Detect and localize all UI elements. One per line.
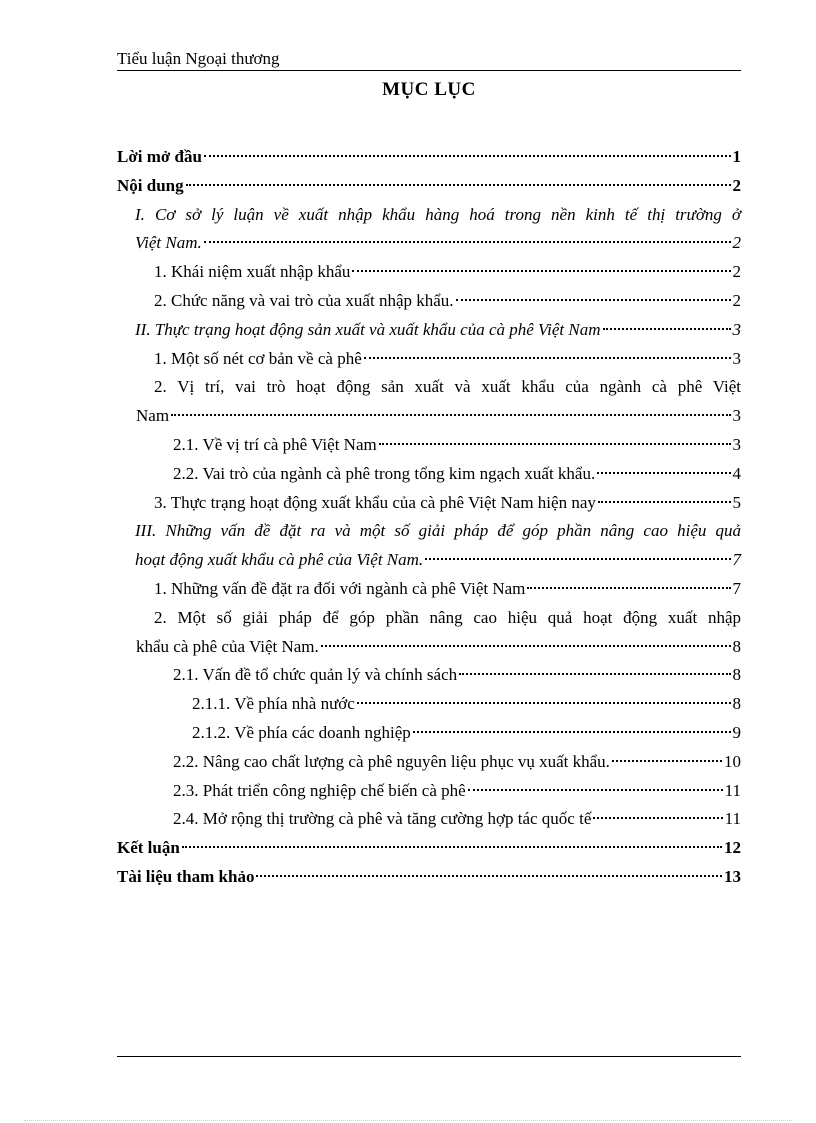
header-rule	[117, 70, 741, 71]
dot-leader	[413, 731, 731, 733]
toc-entry-2-2-nang-cao[interactable]	[117, 748, 741, 777]
page-title: MỤC LỤC	[382, 79, 476, 100]
toc-entry-title: 2.1.1. Về phía nhà nước	[192, 694, 355, 714]
toc-entry-title: Nội dung	[117, 175, 184, 195]
toc-entry-1-khai-niem[interactable]	[117, 258, 741, 287]
toc-entry-title: III. Những vấn đề đặt ra và một số giải pháp để góp phần nâng cao hiệu quả	[135, 521, 741, 541]
dot-leader	[603, 328, 731, 330]
dot-leader	[364, 357, 731, 359]
page-bottom-border	[24, 1120, 792, 1121]
toc-page-number: 1	[732, 147, 741, 166]
toc-entry-title: 2.4. Mở rộng thị trường cà phê và tăng cường hợp tác quốc tế	[173, 809, 592, 829]
toc-entry-section-ii[interactable]	[117, 316, 741, 345]
dot-leader	[256, 875, 722, 877]
table-of-contents	[117, 143, 741, 892]
toc-page-number: 13	[724, 866, 741, 886]
toc-entry-title: 2.3. Phát triển công nghiệp chế biến cà phê	[173, 780, 466, 800]
toc-page-number: 11	[724, 809, 741, 829]
toc-page-number: 3	[732, 319, 741, 339]
toc-entry-title-continued: Việt Nam.	[135, 233, 202, 253]
toc-page-number: 2	[732, 290, 741, 310]
toc-page-number: 4	[732, 463, 741, 483]
dot-leader	[425, 558, 730, 560]
toc-page-number: 11	[724, 780, 741, 800]
toc-entry-2-4-mo-rong[interactable]	[117, 805, 741, 834]
toc-entry-title-continued: Nam	[136, 406, 170, 426]
dot-leader	[352, 270, 730, 272]
dot-leader	[204, 241, 731, 243]
toc-page-number: 2	[732, 175, 741, 195]
dot-leader	[321, 645, 731, 647]
toc-entry-title: 1. Khái niệm xuất nhập khẩu	[154, 262, 351, 282]
dot-leader	[597, 472, 730, 474]
toc-page-number: 3	[732, 348, 741, 368]
toc-entry-title: 2. Vị trí, vai trò hoạt động sản xuất và xuất khẩu của ngành cà phê Việt	[154, 377, 741, 397]
toc-entry-2-chuc-nang[interactable]	[117, 287, 741, 316]
toc-entry-title: Lời mở đầu	[117, 147, 202, 166]
toc-entry-title-continued: khẩu cà phê của Việt Nam.	[136, 636, 319, 656]
toc-entry-title: 2.1.2. Về phía các doanh nghiệp	[192, 722, 411, 742]
toc-entry-title: 2.1. Vấn đề tổ chức quản lý và chính sách	[173, 665, 458, 685]
footer-rule	[117, 1056, 741, 1057]
toc-page-number: 9	[732, 722, 741, 742]
dot-leader	[612, 760, 722, 762]
toc-entry-title: 2.2. Nâng cao chất lượng cà phê nguyên liệu phục vụ xuất khẩu.	[173, 751, 610, 771]
toc-page-number: 3	[732, 434, 741, 454]
toc-entry-2-mot-so-giai-phap[interactable]	[117, 604, 741, 662]
toc-page-number: 7	[732, 550, 741, 570]
toc-page-number: 2	[732, 262, 741, 282]
dot-leader	[456, 299, 731, 301]
toc-entry-section-iii[interactable]	[117, 517, 741, 575]
toc-entry-tai-lieu-tham-khao[interactable]	[117, 863, 741, 892]
toc-entry-title: 2.1. Về vị trí cà phê Việt Nam	[173, 434, 377, 454]
toc-entry-1-nhung-van-de[interactable]	[117, 575, 741, 604]
toc-entry-noi-dung[interactable]	[117, 172, 741, 201]
toc-entry-title: 2.2. Vai trò của ngành cà phê trong tổng kim ngạch xuất khẩu.	[173, 463, 596, 483]
toc-entry-2-1-2-doanh-nghiep[interactable]	[117, 719, 741, 748]
dot-leader	[527, 587, 730, 589]
toc-entry-title: II. Thực trạng hoạt động sản xuất và xuất khẩu của cà phê Việt Nam	[135, 319, 601, 339]
toc-entry-3-thuc-trang[interactable]	[117, 489, 741, 518]
toc-entry-title: 2. Một số giải pháp để góp phần nâng cao hiệu quả hoạt động xuất nhập	[154, 607, 741, 627]
toc-page-number: 2	[732, 233, 741, 253]
toc-page-number: 8	[732, 665, 741, 685]
toc-page-number: 10	[724, 751, 741, 771]
toc-entry-title: Kết luận	[117, 838, 180, 858]
toc-entry-title: 3. Thực trạng hoạt động xuất khẩu của cà phê Việt Nam hiện nay	[154, 492, 596, 512]
toc-entry-title: 1. Một số nét cơ bản về cà phê	[154, 348, 362, 368]
dot-leader	[459, 673, 730, 675]
toc-entry-2-2-vai-tro[interactable]	[117, 460, 741, 489]
toc-entry-title: 1. Những vấn đề đặt ra đối với ngành cà phê Việt Nam	[154, 578, 526, 598]
running-header: Tiểu luận Ngoại thương	[117, 49, 280, 68]
toc-entry-title: 2. Chức năng và vai trò của xuất nhập khẩu.	[154, 290, 454, 310]
toc-page-number: 5	[732, 492, 741, 512]
toc-entry-title: I. Cơ sở lý luận về xuất nhập khẩu hàng hoá trong nền kinh tế thị trường ở	[135, 204, 741, 224]
dot-leader	[182, 846, 722, 848]
toc-page-number: 8	[732, 636, 741, 656]
toc-entry-ket-luan[interactable]	[117, 834, 741, 863]
toc-entry-title: Tài liệu tham khảo	[117, 866, 255, 886]
toc-entry-2-1-1-nha-nuoc[interactable]	[117, 690, 741, 719]
dot-leader	[357, 702, 731, 704]
dot-leader	[468, 789, 723, 791]
dot-leader	[379, 443, 731, 445]
toc-entry-2-vi-tri[interactable]	[117, 373, 741, 431]
toc-entry-2-1-van-de-to-chuc[interactable]	[117, 661, 741, 690]
dot-leader	[593, 817, 722, 819]
toc-page-number: 7	[732, 578, 741, 598]
dot-leader	[186, 184, 731, 186]
toc-entry-loi-mo-dau[interactable]	[117, 143, 741, 172]
toc-entry-2-3-phat-trien[interactable]	[117, 777, 741, 806]
toc-page-number: 12	[724, 838, 741, 858]
dot-leader	[204, 155, 731, 157]
dot-leader	[171, 414, 730, 416]
toc-entry-1-mot-so-net[interactable]	[117, 345, 741, 374]
toc-entry-section-i[interactable]	[117, 201, 741, 259]
toc-entry-2-1-ve-vi-tri[interactable]	[117, 431, 741, 460]
toc-page-number: 8	[732, 694, 741, 714]
toc-entry-title-continued: hoạt động xuất khẩu cà phê của Việt Nam.	[135, 550, 424, 570]
toc-page-number: 3	[732, 406, 741, 426]
dot-leader	[598, 501, 731, 503]
